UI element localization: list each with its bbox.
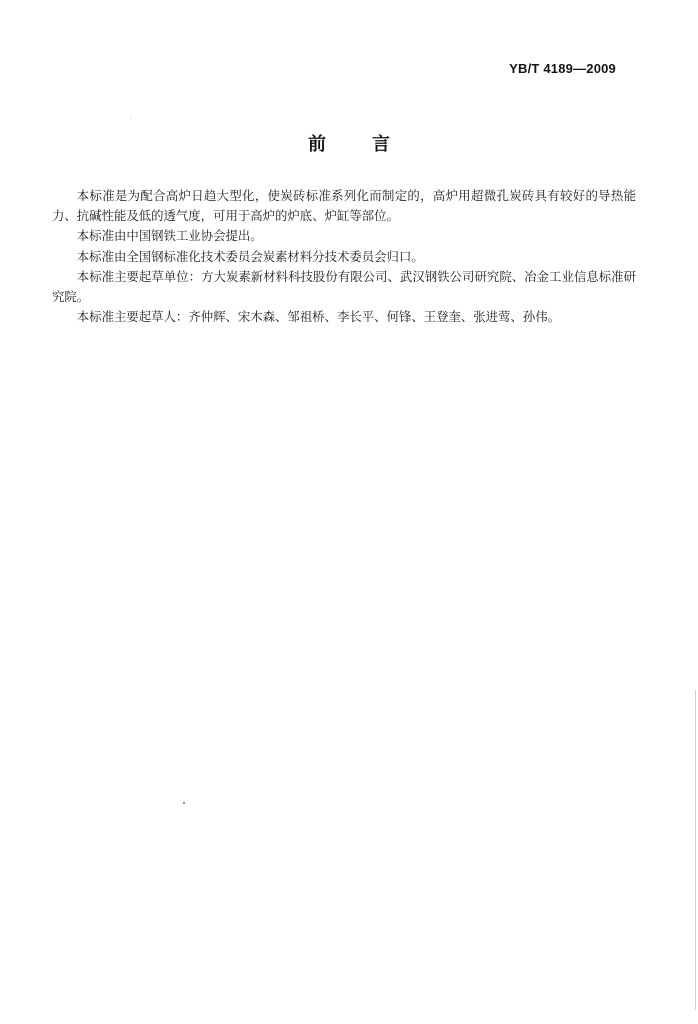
standard-number: YB/T 4189—2009 — [509, 61, 616, 76]
scan-speck — [183, 802, 185, 804]
paragraph-administrator: 本标准由全国钢标准化技术委员会炭素材料分技术委员会归口。 — [76, 248, 424, 264]
paragraph-drafting-units: 本标准主要起草单位：方大炭素新材料科技股份有限公司、武汉钢铁公司研究院、冶金工业信息标准研究院。 — [52, 268, 636, 305]
title-char-1: 前 — [308, 134, 326, 155]
paragraph-drafters: 本标准主要起草人：齐仲辉、宋木森、邹祖桥、李长平、何锋、王登奎、张进莺、孙伟。 — [76, 309, 561, 325]
scan-speck — [130, 118, 131, 119]
title-char-2: 言 — [372, 134, 390, 155]
page-title — [0, 130, 698, 156]
paragraph-purpose: 本标准是为配合高炉日趋大型化，使炭砖标准系列化而制定的，高炉用超微孔炭砖具有较好的导热能力、抗碱性能及低的透气度，可用于高炉的炉底、炉缸等部位。 — [52, 188, 636, 224]
paragraph-proposer: 本标准由中国钢铁工业协会提出。 — [76, 228, 263, 244]
foreword-body — [52, 186, 636, 327]
scan-edge-line — [695, 690, 696, 1010]
